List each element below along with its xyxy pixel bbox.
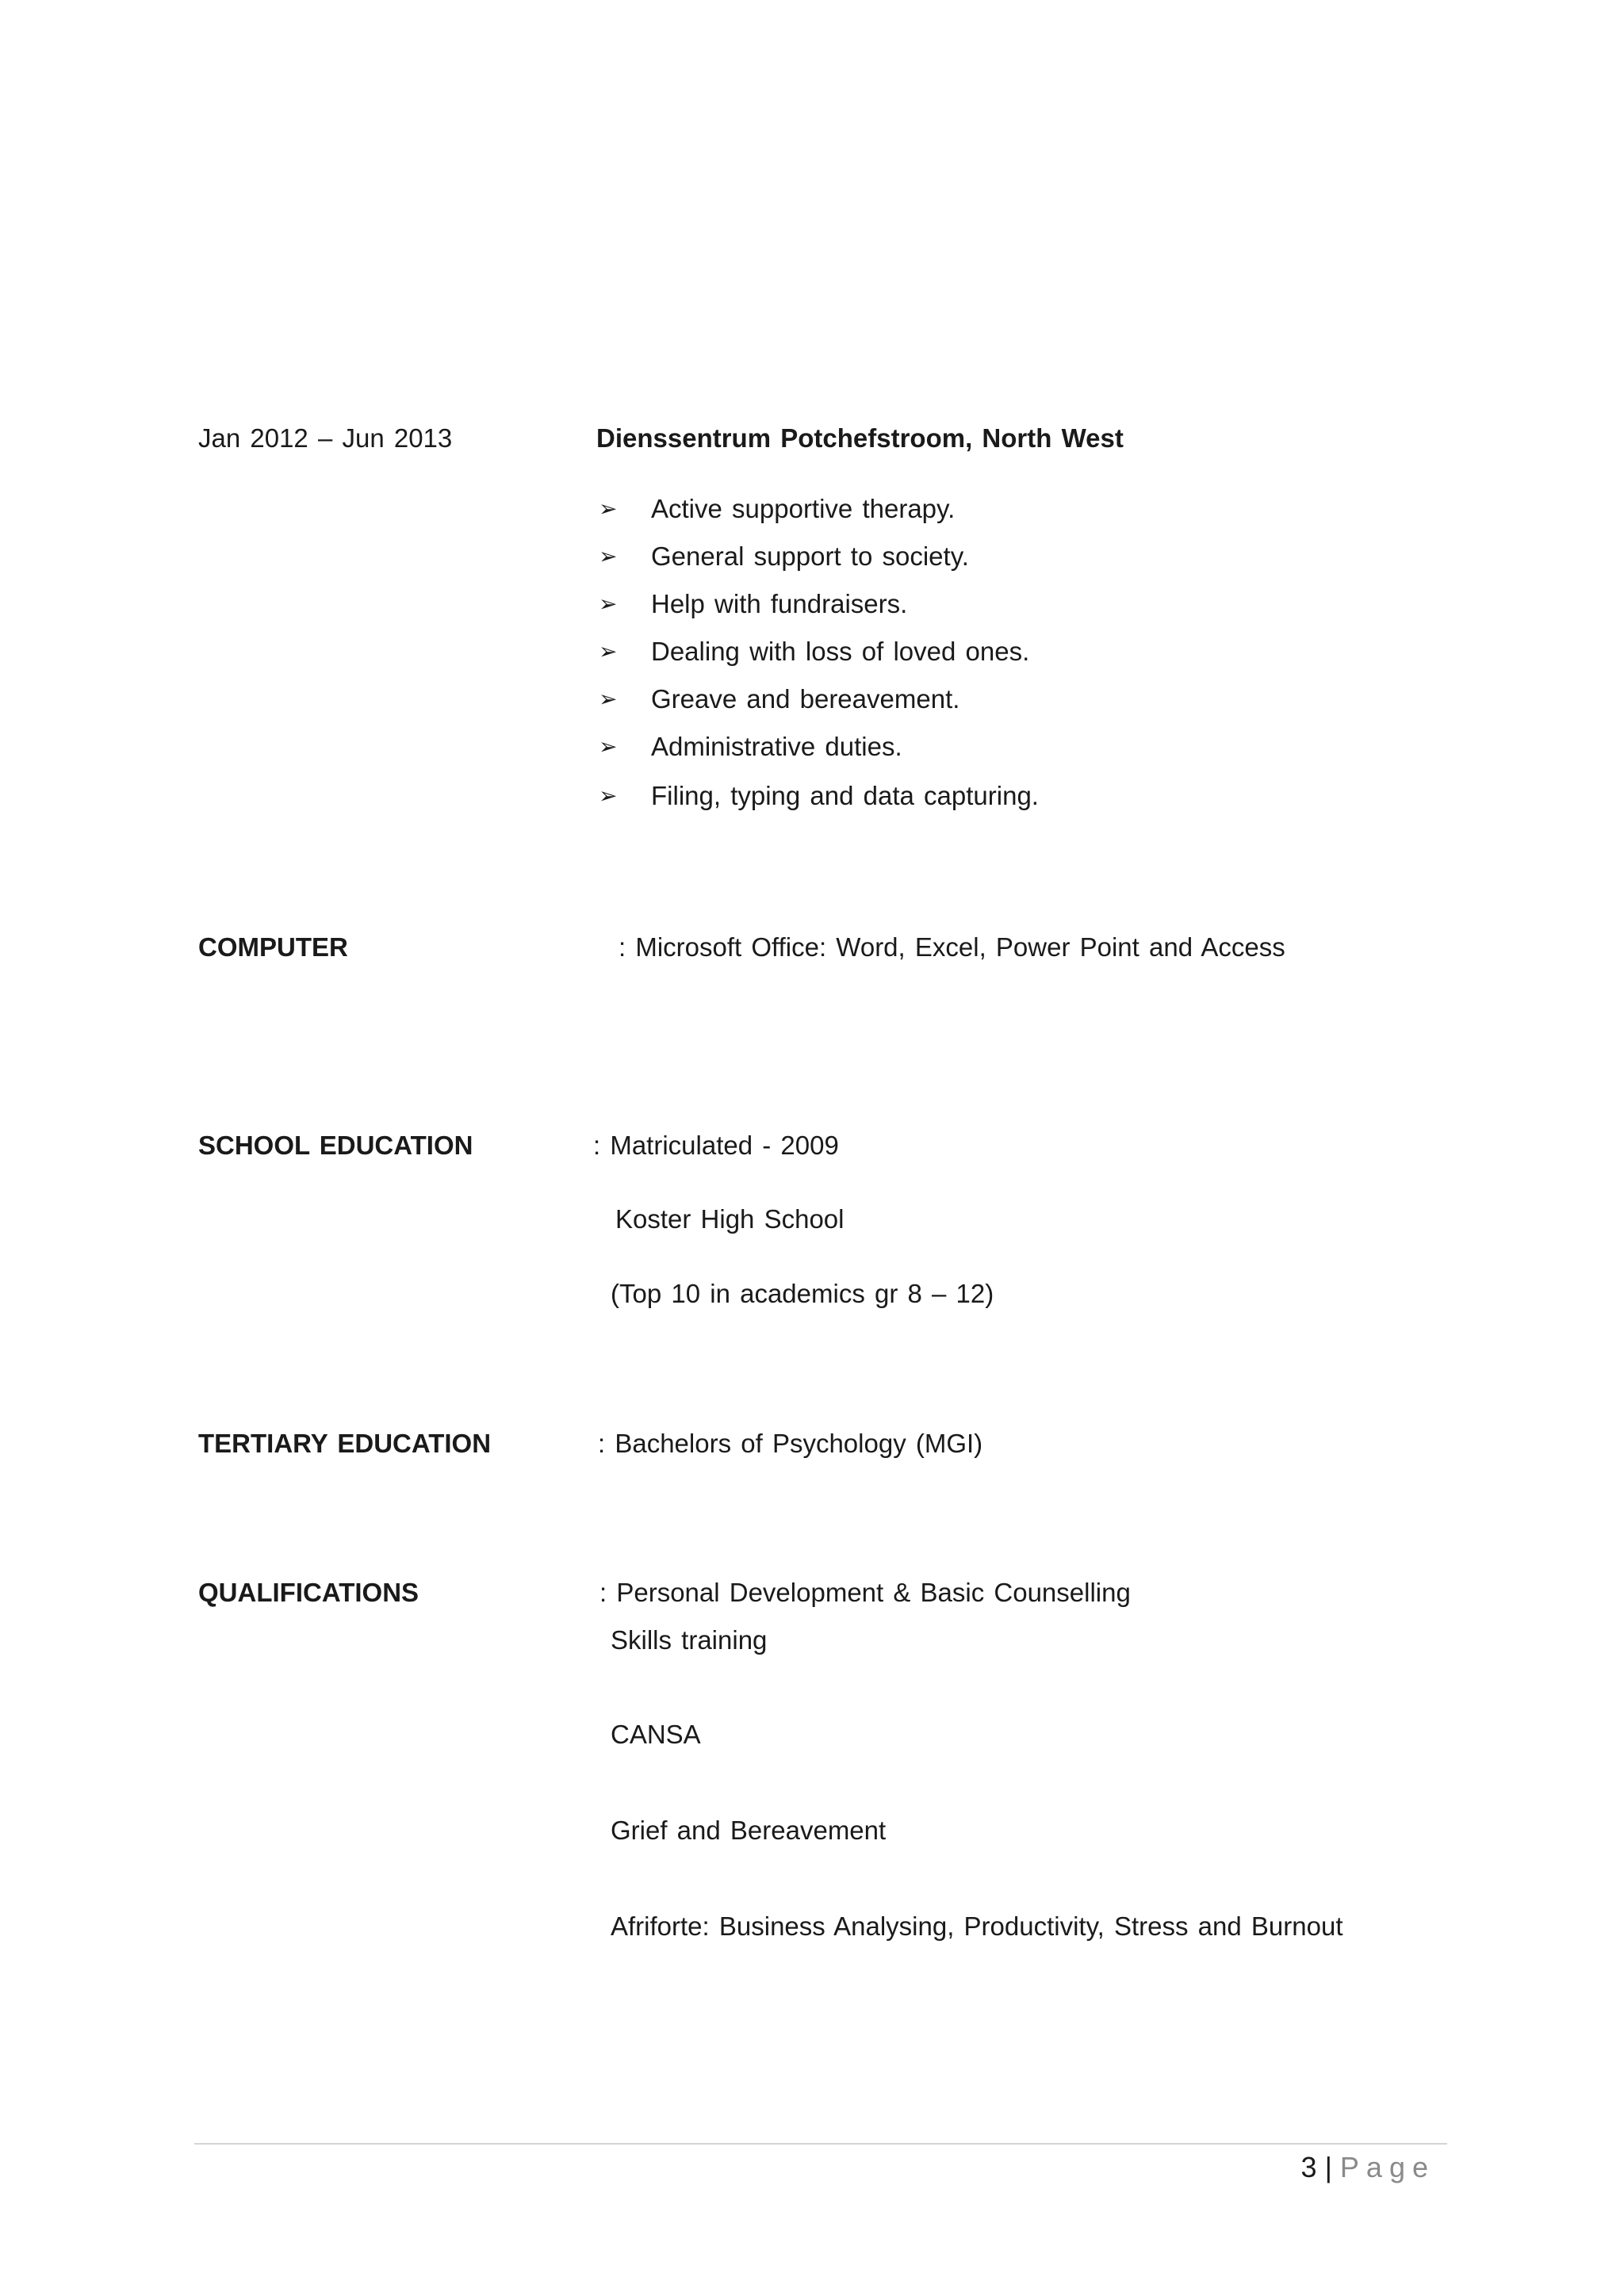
qualification-item: Grief and Bereavement [611,1816,887,1845]
duty-text: Help with fundraisers. [651,589,908,618]
employer-name: Dienssentrum Potchefstroom, North West [596,423,1124,453]
page-footer [1301,2150,1435,2185]
arrow-bullet-icon: ➢ [599,733,618,760]
footer-divider [194,2143,1447,2145]
duty-text: Active supportive therapy. [651,494,956,523]
qualification-item: CANSA [611,1720,701,1749]
duty-text: Greave and bereavement. [651,684,960,714]
duty-text: General support to society. [651,541,969,571]
qualification-line: : Personal Development & Basic Counselling [599,1578,1131,1607]
qualifications-label: QUALIFICATIONS [198,1578,419,1607]
arrow-bullet-icon: ➢ [599,686,618,712]
duty-text: Dealing with loss of loved ones. [651,637,1030,666]
employment-period: Jan 2012 – Jun 2013 [198,423,453,453]
page-word: Page [1339,2151,1435,2183]
arrow-bullet-icon: ➢ [599,783,618,809]
footer-separator: | [1324,2151,1332,2183]
duty-text: Filing, typing and data capturing. [651,781,1039,810]
arrow-bullet-icon: ➢ [599,638,618,664]
qualification-item: Afriforte: Business Analysing, Productivity, Stress and Burnout [611,1911,1343,1941]
school-education-label: SCHOOL EDUCATION [198,1131,473,1160]
qualification-line: Skills training [611,1625,768,1655]
arrow-bullet-icon: ➢ [599,591,618,617]
arrow-bullet-icon: ➢ [599,496,618,522]
page-number: 3 [1300,2151,1317,2183]
school-education-matric: : Matriculated - 2009 [593,1131,839,1160]
computer-label: COMPUTER [198,932,348,962]
school-education-note: (Top 10 in academics gr 8 – 12) [611,1279,994,1308]
duty-text: Administrative duties. [651,732,902,761]
tertiary-education-label: TERTIARY EDUCATION [198,1429,492,1458]
arrow-bullet-icon: ➢ [599,543,618,569]
computer-value: : Microsoft Office: Word, Excel, Power Point and Access [619,932,1285,962]
tertiary-education-value: : Bachelors of Psychology (MGI) [598,1429,983,1458]
school-education-school: Koster High School [615,1204,845,1234]
